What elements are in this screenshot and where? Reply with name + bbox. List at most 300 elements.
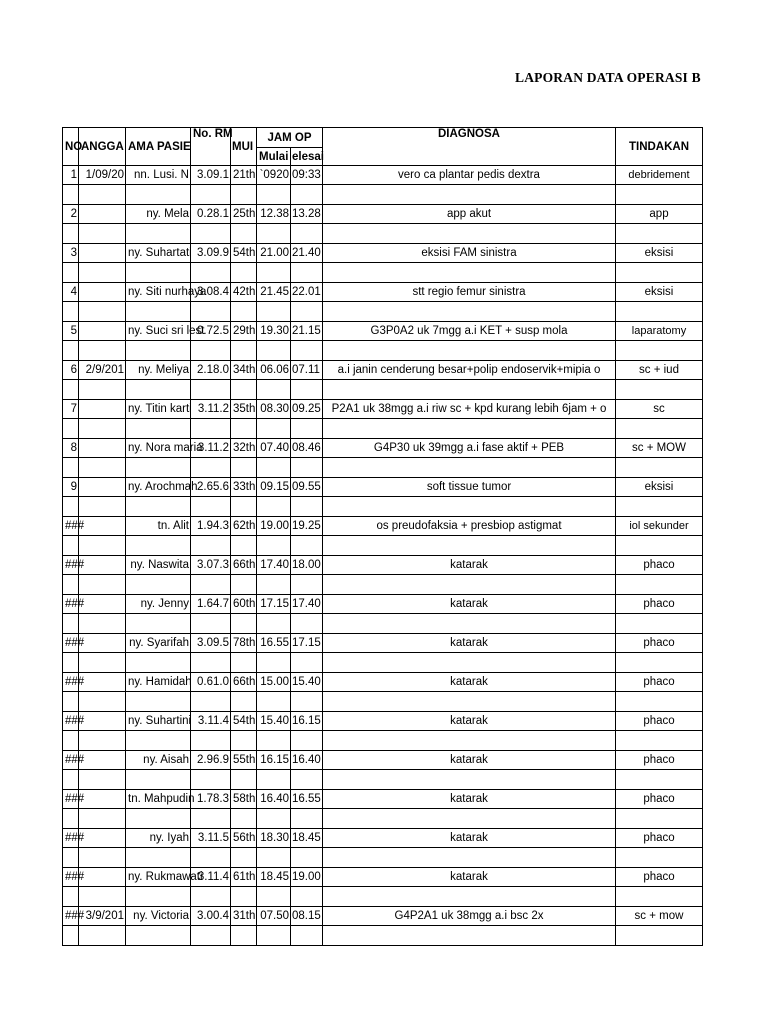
empty-cell	[126, 926, 191, 946]
empty-cell	[291, 341, 323, 361]
empty-cell	[323, 692, 616, 712]
spacer-row	[63, 302, 703, 322]
empty-cell	[126, 887, 191, 907]
empty-cell	[126, 770, 191, 790]
table-row	[63, 478, 703, 497]
cell-jam-mulai: `0920	[257, 166, 291, 185]
cell-nama-pasien: ny. Suhartati	[126, 244, 191, 263]
cell-jam-mulai: 16.55	[257, 634, 291, 653]
empty-cell	[616, 302, 703, 322]
cell-no: 5	[63, 322, 79, 341]
table-row	[63, 205, 703, 224]
empty-cell	[231, 224, 257, 244]
cell-umur: 54th	[231, 244, 257, 263]
cell-diagnosa: eksisi FAM sinistra	[323, 244, 616, 263]
cell-tindakan: eksisi	[616, 478, 703, 497]
cell-jam-mulai: 19.30	[257, 322, 291, 341]
cell-jam-mulai: 21.00	[257, 244, 291, 263]
empty-cell	[126, 302, 191, 322]
empty-cell	[63, 809, 79, 829]
cell-no: 1	[63, 166, 79, 185]
empty-cell	[323, 380, 616, 400]
empty-cell	[191, 224, 231, 244]
cell-jam-mulai: 18.30	[257, 829, 291, 848]
empty-cell	[616, 380, 703, 400]
empty-cell	[191, 575, 231, 595]
cell-no: ###	[63, 556, 79, 575]
empty-cell	[291, 419, 323, 439]
cell-no-rm: 0.61.0	[191, 673, 231, 692]
cell-tanggal	[79, 595, 126, 614]
empty-cell	[79, 497, 126, 517]
empty-cell	[257, 809, 291, 829]
cell-nama-pasien: ny. Suhartini	[126, 712, 191, 731]
empty-cell	[231, 692, 257, 712]
cell-jam-mulai: 19.00	[257, 517, 291, 536]
cell-tindakan: phaco	[616, 790, 703, 809]
cell-tanggal	[79, 439, 126, 458]
cell-no-rm: 2.18.0	[191, 361, 231, 380]
spacer-row	[63, 809, 703, 829]
cell-jam-selesai: 17.15	[291, 634, 323, 653]
cell-jam-selesai: 18.00	[291, 556, 323, 575]
empty-cell	[257, 185, 291, 205]
cell-nama-pasien: ny. Meliya	[126, 361, 191, 380]
empty-cell	[291, 731, 323, 751]
cell-jam-selesai: 21.15	[291, 322, 323, 341]
cell-no: ###	[63, 634, 79, 653]
table-row	[63, 829, 703, 848]
cell-no: ###	[63, 595, 79, 614]
empty-cell	[323, 263, 616, 283]
cell-jam-mulai: 16.15	[257, 751, 291, 770]
cell-umur: 34th	[231, 361, 257, 380]
cell-no: 7	[63, 400, 79, 419]
cell-tindakan: laparatomy	[616, 322, 703, 341]
empty-cell	[616, 692, 703, 712]
cell-diagnosa: G4P2A1 uk 38mgg a.i bsc 2x	[323, 907, 616, 926]
cell-jam-selesai: 16.40	[291, 751, 323, 770]
cell-jam-mulai: 18.45	[257, 868, 291, 887]
header-row	[63, 128, 703, 148]
empty-cell	[231, 458, 257, 478]
cell-diagnosa: soft tissue tumor	[323, 478, 616, 497]
empty-cell	[323, 185, 616, 205]
cell-nama-pasien: ny. Syarifah	[126, 634, 191, 653]
empty-cell	[79, 536, 126, 556]
empty-cell	[257, 419, 291, 439]
empty-cell	[323, 809, 616, 829]
cell-no-rm: 3.11.2	[191, 439, 231, 458]
cell-umur: 58th	[231, 790, 257, 809]
table-row	[63, 244, 703, 263]
empty-cell	[126, 692, 191, 712]
empty-cell	[191, 302, 231, 322]
spacer-row	[63, 731, 703, 751]
empty-cell	[231, 887, 257, 907]
cell-jam-selesai: 08.15	[291, 907, 323, 926]
empty-cell	[291, 887, 323, 907]
empty-cell	[191, 809, 231, 829]
cell-no-rm: 3.11.2	[191, 400, 231, 419]
empty-cell	[79, 419, 126, 439]
table-row	[63, 634, 703, 653]
empty-cell	[126, 575, 191, 595]
empty-cell	[79, 302, 126, 322]
empty-cell	[191, 653, 231, 673]
empty-cell	[63, 263, 79, 283]
cell-umur: 56th	[231, 829, 257, 848]
empty-cell	[257, 536, 291, 556]
cell-jam-selesai: 15.40	[291, 673, 323, 692]
empty-cell	[616, 575, 703, 595]
empty-cell	[63, 458, 79, 478]
cell-no-rm: 3.11.4	[191, 712, 231, 731]
cell-no: 9	[63, 478, 79, 497]
empty-cell	[257, 731, 291, 751]
spacer-row	[63, 614, 703, 634]
empty-cell	[191, 497, 231, 517]
empty-cell	[126, 185, 191, 205]
cell-diagnosa: katarak	[323, 595, 616, 614]
cell-jam-selesai: 16.15	[291, 712, 323, 731]
cell-nama-pasien: ny. Jenny	[126, 595, 191, 614]
cell-tindakan: eksisi	[616, 283, 703, 302]
empty-cell	[323, 848, 616, 868]
empty-cell	[257, 263, 291, 283]
spacer-row	[63, 263, 703, 283]
empty-cell	[257, 302, 291, 322]
cell-no-rm: 2.65.6	[191, 478, 231, 497]
cell-diagnosa: stt regio femur sinistra	[323, 283, 616, 302]
cell-umur: 78th	[231, 634, 257, 653]
empty-cell	[79, 731, 126, 751]
empty-cell	[63, 419, 79, 439]
empty-cell	[191, 185, 231, 205]
cell-tanggal	[79, 868, 126, 887]
empty-cell	[323, 458, 616, 478]
cell-umur: 66th	[231, 556, 257, 575]
empty-cell	[616, 536, 703, 556]
table-row	[63, 400, 703, 419]
cell-diagnosa: katarak	[323, 556, 616, 575]
cell-umur: 55th	[231, 751, 257, 770]
cell-no-rm: 3.11.5	[191, 829, 231, 848]
empty-cell	[323, 224, 616, 244]
cell-tindakan: sc + MOW	[616, 439, 703, 458]
empty-cell	[63, 926, 79, 946]
cell-jam-selesai: 09.55	[291, 478, 323, 497]
spacer-row	[63, 653, 703, 673]
cell-tindakan: phaco	[616, 868, 703, 887]
header-tanggal: ANGGA	[79, 128, 126, 166]
operation-report-table	[62, 127, 703, 946]
empty-cell	[616, 419, 703, 439]
cell-tanggal	[79, 829, 126, 848]
empty-cell	[291, 302, 323, 322]
cell-no: ###	[63, 517, 79, 536]
cell-umur: 21th	[231, 166, 257, 185]
table-row	[63, 595, 703, 614]
empty-cell	[257, 341, 291, 361]
empty-cell	[79, 614, 126, 634]
table-row	[63, 283, 703, 302]
cell-jam-mulai: 16.40	[257, 790, 291, 809]
spacer-row	[63, 536, 703, 556]
empty-cell	[616, 341, 703, 361]
empty-cell	[191, 887, 231, 907]
empty-cell	[257, 653, 291, 673]
empty-cell	[79, 185, 126, 205]
cell-nama-pasien: tn. Mahpudin	[126, 790, 191, 809]
cell-nama-pasien: nn. Lusi. N	[126, 166, 191, 185]
empty-cell	[126, 341, 191, 361]
cell-tanggal: 3/9/201	[79, 907, 126, 926]
cell-diagnosa: katarak	[323, 673, 616, 692]
table-row	[63, 556, 703, 575]
cell-diagnosa: app akut	[323, 205, 616, 224]
cell-diagnosa: a.i janin cenderung besar+polip endoservik+mipia o	[323, 361, 616, 380]
cell-tanggal	[79, 400, 126, 419]
empty-cell	[257, 770, 291, 790]
cell-tanggal: 1/09/20	[79, 166, 126, 185]
cell-nama-pasien: ny. Naswita	[126, 556, 191, 575]
cell-tindakan: phaco	[616, 751, 703, 770]
cell-jam-mulai: 21.45	[257, 283, 291, 302]
cell-jam-selesai: 07.11	[291, 361, 323, 380]
cell-jam-selesai: 19.25	[291, 517, 323, 536]
empty-cell	[231, 341, 257, 361]
empty-cell	[63, 614, 79, 634]
empty-cell	[616, 887, 703, 907]
cell-diagnosa: P2A1 uk 38mgg a.i riw sc + kpd kurang lebih 6jam + o	[323, 400, 616, 419]
empty-cell	[231, 302, 257, 322]
empty-cell	[191, 770, 231, 790]
cell-tindakan: phaco	[616, 634, 703, 653]
cell-tanggal: 2/9/201	[79, 361, 126, 380]
empty-cell	[291, 263, 323, 283]
cell-diagnosa: katarak	[323, 868, 616, 887]
cell-tanggal	[79, 751, 126, 770]
table-row	[63, 790, 703, 809]
empty-cell	[616, 731, 703, 751]
empty-cell	[616, 458, 703, 478]
cell-jam-selesai: 17.40	[291, 595, 323, 614]
cell-tindakan: iol sekunder	[616, 517, 703, 536]
cell-nama-pasien: ny. Siti nurhaya	[126, 283, 191, 302]
header-umur: MUI	[231, 128, 257, 166]
cell-no: ###	[63, 673, 79, 692]
empty-cell	[126, 497, 191, 517]
cell-umur: 62th	[231, 517, 257, 536]
empty-cell	[291, 809, 323, 829]
report-title: LAPORAN DATA OPERASI B	[515, 70, 701, 85]
empty-cell	[63, 770, 79, 790]
cell-umur: 33th	[231, 478, 257, 497]
cell-tanggal	[79, 790, 126, 809]
cell-tindakan: phaco	[616, 595, 703, 614]
empty-cell	[126, 419, 191, 439]
cell-tanggal	[79, 517, 126, 536]
cell-umur: 42th	[231, 283, 257, 302]
cell-no: 4	[63, 283, 79, 302]
empty-cell	[63, 692, 79, 712]
cell-no-rm: 1.78.3	[191, 790, 231, 809]
empty-cell	[616, 185, 703, 205]
empty-cell	[257, 458, 291, 478]
empty-cell	[323, 575, 616, 595]
cell-no: ###	[63, 829, 79, 848]
spacer-row	[63, 497, 703, 517]
header-selesai: elesai	[291, 148, 323, 166]
header-tindakan: TINDAKAN	[616, 128, 703, 166]
empty-cell	[191, 614, 231, 634]
empty-cell	[63, 536, 79, 556]
empty-cell	[79, 263, 126, 283]
cell-jam-mulai: 15.00	[257, 673, 291, 692]
cell-nama-pasien: ny. Mela	[126, 205, 191, 224]
empty-cell	[63, 380, 79, 400]
empty-cell	[126, 536, 191, 556]
cell-nama-pasien: ny. Suci sri lest	[126, 322, 191, 341]
table-row	[63, 517, 703, 536]
cell-no-rm: 0.72.5	[191, 322, 231, 341]
cell-tanggal	[79, 478, 126, 497]
cell-jam-mulai: 07.40	[257, 439, 291, 458]
cell-tindakan: sc	[616, 400, 703, 419]
empty-cell	[291, 614, 323, 634]
header-no: NO	[63, 128, 79, 166]
empty-cell	[79, 380, 126, 400]
cell-no-rm: 0.28.1	[191, 205, 231, 224]
table-row	[63, 673, 703, 692]
cell-nama-pasien: ny. Arochmah	[126, 478, 191, 497]
cell-no: 8	[63, 439, 79, 458]
cell-umur: 61th	[231, 868, 257, 887]
cell-no-rm: 3.09.5	[191, 634, 231, 653]
cell-diagnosa: katarak	[323, 634, 616, 653]
cell-jam-selesai: 09.25	[291, 400, 323, 419]
cell-jam-selesai: 13.28	[291, 205, 323, 224]
empty-cell	[191, 380, 231, 400]
cell-umur: 31th	[231, 907, 257, 926]
table-row	[63, 751, 703, 770]
cell-umur: 66th	[231, 673, 257, 692]
empty-cell	[79, 926, 126, 946]
empty-cell	[323, 536, 616, 556]
cell-jam-selesai: 16.55	[291, 790, 323, 809]
empty-cell	[63, 497, 79, 517]
empty-cell	[323, 653, 616, 673]
cell-jam-mulai: 17.40	[257, 556, 291, 575]
cell-tanggal	[79, 205, 126, 224]
empty-cell	[323, 341, 616, 361]
empty-cell	[231, 497, 257, 517]
cell-umur: 54th	[231, 712, 257, 731]
empty-cell	[79, 653, 126, 673]
empty-cell	[257, 614, 291, 634]
empty-cell	[257, 497, 291, 517]
empty-cell	[79, 809, 126, 829]
spacer-row	[63, 692, 703, 712]
empty-cell	[231, 419, 257, 439]
cell-nama-pasien: tn. Alit	[126, 517, 191, 536]
cell-jam-selesai: 19.00	[291, 868, 323, 887]
cell-no: ###	[63, 712, 79, 731]
cell-tindakan: sc + mow	[616, 907, 703, 926]
empty-cell	[126, 263, 191, 283]
table-body	[63, 128, 703, 946]
empty-cell	[231, 809, 257, 829]
cell-no-rm: 3.07.3	[191, 556, 231, 575]
empty-cell	[79, 341, 126, 361]
empty-cell	[126, 848, 191, 868]
empty-cell	[191, 692, 231, 712]
empty-cell	[291, 770, 323, 790]
empty-cell	[231, 614, 257, 634]
empty-cell	[257, 887, 291, 907]
cell-tindakan: phaco	[616, 712, 703, 731]
header-nama-pasien: AMA PASIE	[126, 128, 191, 166]
empty-cell	[257, 692, 291, 712]
cell-jam-selesai: 08.46	[291, 439, 323, 458]
empty-cell	[323, 302, 616, 322]
empty-cell	[79, 575, 126, 595]
empty-cell	[126, 380, 191, 400]
cell-jam-mulai: 07.50	[257, 907, 291, 926]
cell-jam-selesai: 09:33	[291, 166, 323, 185]
cell-jam-selesai: 18.45	[291, 829, 323, 848]
empty-cell	[323, 887, 616, 907]
empty-cell	[126, 458, 191, 478]
empty-cell	[126, 653, 191, 673]
empty-cell	[79, 458, 126, 478]
cell-no: 6	[63, 361, 79, 380]
empty-cell	[63, 848, 79, 868]
empty-cell	[323, 731, 616, 751]
cell-nama-pasien: ny. Hamidah	[126, 673, 191, 692]
table-row	[63, 712, 703, 731]
empty-cell	[63, 731, 79, 751]
empty-cell	[231, 848, 257, 868]
cell-jam-selesai: 21.40	[291, 244, 323, 263]
empty-cell	[191, 926, 231, 946]
empty-cell	[616, 263, 703, 283]
cell-no-rm: 3.00.4	[191, 907, 231, 926]
cell-no: ###	[63, 751, 79, 770]
spacer-row	[63, 926, 703, 946]
empty-cell	[79, 848, 126, 868]
header-no-rm: No. RM	[191, 128, 231, 166]
empty-cell	[191, 419, 231, 439]
cell-diagnosa: katarak	[323, 712, 616, 731]
empty-cell	[616, 614, 703, 634]
empty-cell	[291, 653, 323, 673]
cell-tindakan: sc + iud	[616, 361, 703, 380]
empty-cell	[79, 224, 126, 244]
cell-no-rm: 2.96.9	[191, 751, 231, 770]
cell-no-rm: 3.08.4	[191, 283, 231, 302]
spacer-row	[63, 575, 703, 595]
cell-tanggal	[79, 556, 126, 575]
empty-cell	[79, 770, 126, 790]
empty-cell	[191, 848, 231, 868]
empty-cell	[291, 692, 323, 712]
cell-diagnosa: vero ca plantar pedis dextra	[323, 166, 616, 185]
cell-no-rm: 3.09.1	[191, 166, 231, 185]
cell-no: ###	[63, 868, 79, 887]
empty-cell	[323, 614, 616, 634]
